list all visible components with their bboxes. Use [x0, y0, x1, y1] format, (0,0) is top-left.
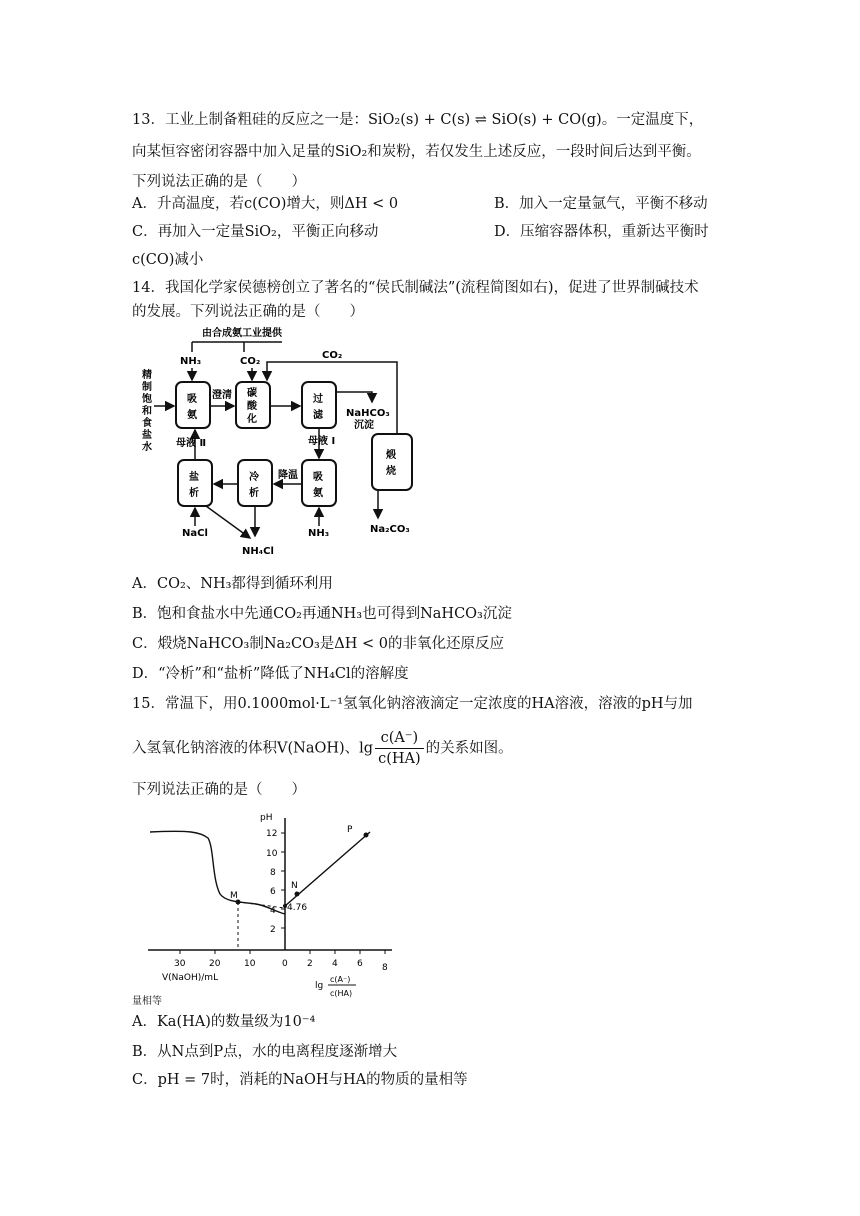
- salting-out-box: [178, 460, 212, 506]
- svg-text:和: 和: [142, 406, 152, 417]
- svg-text:过: 过: [313, 394, 323, 405]
- svg-text:酸: 酸: [247, 401, 257, 412]
- q14-stem-line-2: 的发展。下列说法正确的是（ ）: [132, 304, 364, 320]
- titration-curve: [150, 831, 285, 914]
- nh4cl-output-label: NH₄Cl: [242, 546, 274, 557]
- supply-label: 由合成氨工业提供: [202, 328, 282, 339]
- svg-text:精: 精: [142, 370, 152, 381]
- svg-text:12: 12: [266, 829, 278, 839]
- svg-text:冷: 冷: [249, 472, 259, 483]
- q13-option-c: C．再加入一定量SiO₂，平衡正向移动: [132, 224, 379, 240]
- q13-option-d-continued: c(CO)减小: [132, 252, 204, 268]
- mother-liquor-2-label: 母液 Ⅱ: [176, 438, 207, 449]
- y-tick-labels: [266, 829, 278, 935]
- svg-text:吸: 吸: [187, 394, 197, 405]
- svg-text:10: 10: [266, 849, 278, 859]
- q15-stem-line-1: 15．常温下，用0.1000mol·L⁻¹氢氧化钠溶液滴定一定浓度的HA溶液，溶液的pH与加: [132, 696, 693, 712]
- q13-stem-line-3: 下列说法正确的是（ ）: [132, 174, 306, 190]
- svg-text:析: 析: [189, 488, 199, 499]
- na2co3-output-label: Na₂CO₃: [370, 524, 410, 535]
- x-right-axis-num: c(A⁻): [330, 975, 351, 984]
- q14-option-a: A．CO₂、NH₃都得到循环利用: [132, 576, 333, 592]
- svg-text:2: 2: [270, 925, 276, 935]
- q13-stem-line-1: 13．工业上制备粗硅的反应之一是：SiO₂(s) + C(s) ⇌ SiO(s) + CO(g)。一定温度下，: [132, 112, 704, 128]
- svg-text:化: 化: [247, 414, 257, 425]
- svg-text:制: 制: [142, 382, 152, 393]
- nh3-input-label: NH₃: [308, 528, 330, 539]
- svg-text:0: 0: [282, 959, 288, 969]
- svg-text:吸: 吸: [313, 472, 323, 483]
- hou-process-flow-diagram: [132, 322, 432, 562]
- q15-option-a: A．Ka(HA)的数量级为10⁻⁴: [132, 1014, 316, 1030]
- mother-liquor-1-label: 母液 Ⅰ: [308, 436, 336, 447]
- svg-text:碳: 碳: [247, 388, 257, 399]
- svg-text:氨: 氨: [187, 410, 197, 421]
- point-n: [295, 892, 300, 897]
- feed-brine-label: [141, 368, 152, 453]
- svg-text:M: M: [230, 891, 238, 901]
- svg-text:沉淀: 沉淀: [354, 420, 374, 431]
- svg-text:8: 8: [382, 963, 388, 973]
- ratio-fraction: $\frac{c(A^-)}{c(HA)}$: [375, 728, 424, 769]
- q13-option-b: B．加入一定量氩气，平衡不移动: [494, 196, 708, 212]
- q15-option-c: C．pH = 7时，消耗的NaOH与HA的物质的量相等: [132, 1072, 468, 1088]
- svg-text:滤: 滤: [313, 410, 323, 421]
- point-p: [364, 833, 369, 838]
- absorb-ammonia-box-2: [302, 460, 336, 506]
- svg-text:6: 6: [270, 887, 276, 897]
- svg-text:P: P: [347, 825, 353, 835]
- x-tick-labels: [174, 959, 388, 973]
- x-right-axis-prefix: lg: [315, 981, 324, 991]
- svg-text:2: 2: [307, 959, 313, 969]
- co2-top-label: CO₂: [240, 356, 261, 367]
- q14-option-d: D．“冷析”和“盐析”降低了NH₄Cl的溶解度: [132, 666, 409, 682]
- q13-option-a: A．升高温度，若c(CO)增大，则ΔH < 0: [132, 196, 399, 212]
- calcine-box: [372, 434, 412, 490]
- filter-box: [302, 382, 336, 428]
- svg-text:烧: 烧: [386, 466, 396, 477]
- x-right-axis-den: c(HA): [330, 989, 353, 998]
- svg-text:N: N: [291, 881, 298, 891]
- co2-recycle-label: CO₂: [322, 350, 343, 361]
- q15-stem-line-2: 入氢氧化钠溶液的体积V(NaOH)、lg $\frac{c(A^-)}{c(HA)}$ 的关系如图。: [132, 730, 513, 767]
- svg-text:盐: 盐: [142, 430, 152, 441]
- clarify-label: 澄清: [212, 390, 232, 401]
- nacl-input-label: NaCl: [182, 528, 208, 539]
- svg-text:6: 6: [357, 959, 363, 969]
- stray-text: 量相等: [132, 996, 162, 1007]
- q15-stem-line-3: 下列说法正确的是（ ）: [132, 782, 306, 798]
- svg-text:煅: 煅: [386, 450, 396, 461]
- x-left-axis-label: V(NaOH)/mL: [162, 973, 219, 983]
- svg-text:食: 食: [142, 418, 152, 429]
- q13-option-d: D．压缩容器体积，重新达平衡时: [494, 224, 709, 240]
- nh3-top-label: NH₃: [180, 356, 202, 367]
- svg-text:饱: 饱: [142, 394, 152, 405]
- svg-text:4: 4: [332, 959, 338, 969]
- titration-ph-graph: [130, 808, 400, 1008]
- svg-text:析: 析: [249, 488, 259, 499]
- cooling-crystallize-box: [238, 460, 272, 506]
- svg-text:8: 8: [270, 868, 276, 878]
- absorb-ammonia-box-1: [176, 382, 210, 428]
- svg-text:水: 水: [142, 442, 152, 453]
- svg-text:氨: 氨: [313, 488, 323, 499]
- q14-stem-line-1: 14．我国化学家侯德榜创立了著名的“侯氏制碱法”(流程简图如右)，促进了世界制碱技术: [132, 280, 699, 296]
- svg-text:20: 20: [209, 959, 221, 969]
- svg-text:4: 4: [270, 906, 276, 916]
- q14-option-c: C．煅烧NaHCO₃制Na₂CO₃是ΔH < 0的非氧化还原反应: [132, 636, 505, 652]
- q13-stem-line-2: 向某恒容密闭容器中加入足量的SiO₂和炭粉，若仅发生上述反应，一段时间后达到平衡。: [132, 144, 701, 160]
- y-axis-label: pH: [260, 813, 273, 823]
- svg-text:盐: 盐: [189, 472, 199, 483]
- value-4-76-label: 4.76: [287, 903, 308, 913]
- nahco3-precipitate-label: NaHCO₃: [346, 408, 390, 419]
- q15-option-b: B．从N点到P点，水的电离程度逐渐增大: [132, 1044, 398, 1060]
- q14-option-b: B．饱和食盐水中先通CO₂再通NH₃也可得到NaHCO₃沉淀: [132, 606, 512, 622]
- svg-text:30: 30: [174, 959, 186, 969]
- cool-down-label: 降温: [278, 470, 298, 481]
- svg-text:10: 10: [244, 959, 256, 969]
